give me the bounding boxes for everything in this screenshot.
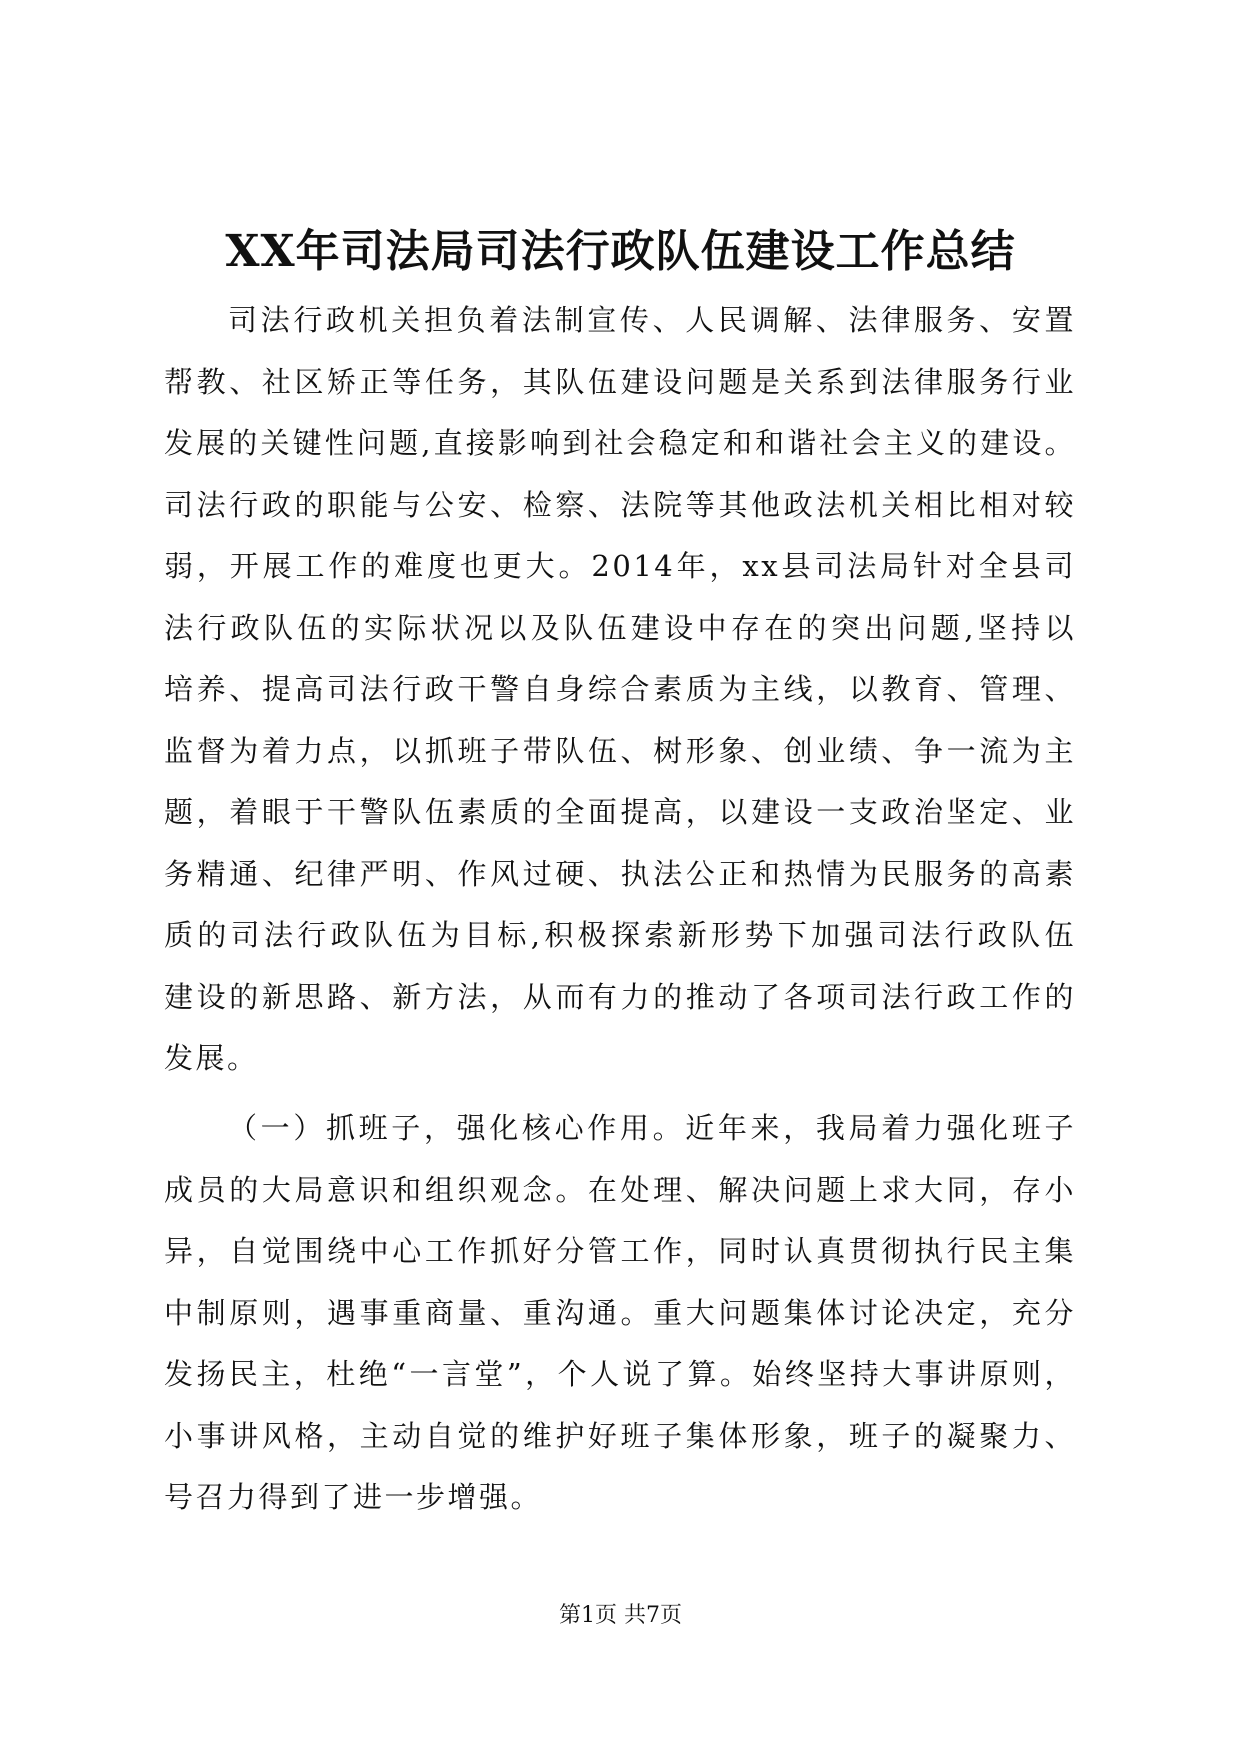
paragraph-1-line: 发展。: [164, 1041, 259, 1075]
paragraph-2-line: 异，自觉围绕中心工作抓好分管工作，同时认真贯彻执行民主集: [164, 1234, 1076, 1268]
paragraph-1-line: 发展的关键性问题,直接影响到社会稳定和和谐社会主义的建设。: [164, 426, 1076, 460]
paragraph-1-line: 弱，开展工作的难度也更大。2014年，xx县司法局针对全县司: [164, 549, 1076, 583]
page-footer: 第1页 共7页: [559, 1603, 682, 1628]
paragraph-2-line: 号召力得到了进一步增强。: [164, 1480, 543, 1514]
paragraph-2-line: 发扬民主，杜绝“一言堂”，个人说了算。始终坚持大事讲原则，: [164, 1357, 1076, 1391]
paragraph-2-line: 小事讲风格，主动自觉的维护好班子集体形象，班子的凝聚力、: [164, 1418, 1076, 1453]
paragraph-1-line: 培养、提高司法行政干警自身综合素质为主线，以教育、管理、: [164, 672, 1076, 706]
paragraph-1-line: 建设的新思路、新方法，从而有力的推动了各项司法行政工作的: [164, 979, 1076, 1014]
document-title: XX年司法局司法行政队伍建设工作总结: [225, 226, 1016, 277]
paragraph-2-line: （一）抓班子，强化核心作用。近年来，我局着力强化班子: [228, 1111, 1076, 1145]
paragraph-1-line: 帮教、社区矫正等任务，其队伍建设问题是关系到法律服务行业: [164, 364, 1076, 399]
paragraph-2-line: 成员的大局意识和组织观念。在处理、解决问题上求大同，存小: [164, 1172, 1076, 1207]
paragraph-1-line: 题，着眼于干警队伍素质的全面提高，以建设一支政治坚定、业: [164, 795, 1076, 829]
paragraph-1-line: 务精通、纪律严明、作风过硬、执法公正和热情为民服务的高素: [164, 856, 1076, 891]
paragraph-1-line: 监督为着力点，以抓班子带队伍、树形象、创业绩、争一流为主: [164, 733, 1076, 768]
paragraph-1-line: 法行政队伍的实际状况以及队伍建设中存在的突出问题,坚持以: [164, 610, 1076, 645]
paragraph-2: [164, 1098, 1076, 1529]
paragraph-1: [164, 290, 1076, 1090]
paragraph-1-line: 司法行政机关担负着法制宣传、人民调解、法律服务、安置: [228, 303, 1076, 337]
paragraph-1-line: 质的司法行政队伍为目标,积极探索新形势下加强司法行政队伍: [164, 918, 1076, 952]
paragraph-1-line: 司法行政的职能与公安、检察、法院等其他政法机关相比相对较: [164, 487, 1076, 522]
paragraph-2-line: 中制原则，遇事重商量、重沟通。重大问题集体讨论决定，充分: [164, 1295, 1076, 1330]
